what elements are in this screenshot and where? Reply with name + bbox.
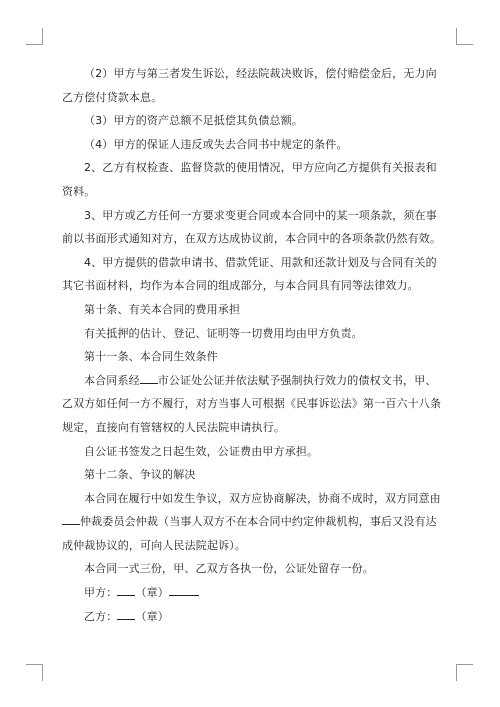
document-body (62, 62, 444, 628)
clause-paragraph: （2）甲方与第三者发生诉讼，经法院裁决败诉，偿付赔偿金后，无力向乙方偿付贷款本息。 (62, 67, 437, 104)
party-b-seal: （章） (135, 609, 169, 623)
notary-paragraph (62, 369, 444, 440)
party-b-label: 乙方： (84, 609, 118, 623)
party-a-signature-line (62, 581, 444, 605)
clause-paragraph: 2、乙方有权检查、监督贷款的使用情况，甲方应向乙方提供有关报表和资料。 (62, 161, 437, 198)
arbitration-blank (62, 512, 80, 525)
section-heading-10: 第十条、有关本合同的费用承担 (84, 302, 241, 316)
section-heading-12: 第十二条、争议的解决 (84, 468, 196, 482)
notary-text-after: 市公证处公证并依法赋予强制执行效力的债权文书，甲、乙双方如任何一方不履行，对方当事人可根据《民事诉讼法》第一百六十八条规定，直接向有管辖权的人民法院申请执行。 (62, 373, 442, 434)
party-b-signature-line (62, 605, 444, 629)
crop-mark-top-left (26, 28, 43, 45)
copies-paragraph: 本合同一式三份，甲、乙双方各执一份，公证处留存一份。 (84, 562, 374, 576)
crop-mark-bottom-right (456, 664, 473, 681)
crop-mark-top-right (456, 28, 473, 45)
clause-paragraph: 自公证书签发之日起生效，公证费由甲方承担。 (84, 444, 319, 458)
dispute-text-after: 仲裁委员会仲裁（当事人双方不在本合同中约定仲裁机构，事后又没有达成仲裁协议的，可向人民法院起诉）。 (62, 515, 437, 552)
notary-text-before: 本合同系经 (84, 373, 140, 387)
party-b-name-blank (117, 607, 135, 620)
party-a-date-blank (169, 583, 199, 596)
party-a-seal: （章） (135, 586, 169, 600)
party-a-label: 甲方： (84, 586, 118, 600)
clause-paragraph: 有关抵押的估计、登记、证明等一切费用均由甲方负责。 (84, 326, 363, 340)
crop-mark-bottom-left (26, 664, 43, 681)
city-blank (140, 371, 158, 384)
party-a-name-blank (117, 583, 135, 596)
section-heading-11: 第十一条、本合同生效条件 (84, 350, 218, 364)
dispute-text-before: 本合同在履行中如发生争议，双方应协商解决，协商不成时，双方同意由 (84, 491, 441, 505)
clause-paragraph: （3）甲方的资产总额不足抵偿其负债总额。 (84, 114, 303, 128)
clause-paragraph: （4）甲方的保证人违反或失去合同书中规定的条件。 (84, 137, 348, 151)
dispute-paragraph (62, 487, 444, 558)
clause-paragraph: 3、甲方或乙方任何一方要求变更合同或本合同中的某一项条款，须在事前以书面形式通知对方，在双方达成协议前，本合同中的各项条款仍然有效。 (62, 208, 442, 246)
clause-paragraph: 4、甲方提供的借款申请书、借款凭证、用款和还款计划及与合同有关的其它书面材料，均作为本合同的组成部分，与本合同具有同等法律效力。 (62, 255, 437, 293)
